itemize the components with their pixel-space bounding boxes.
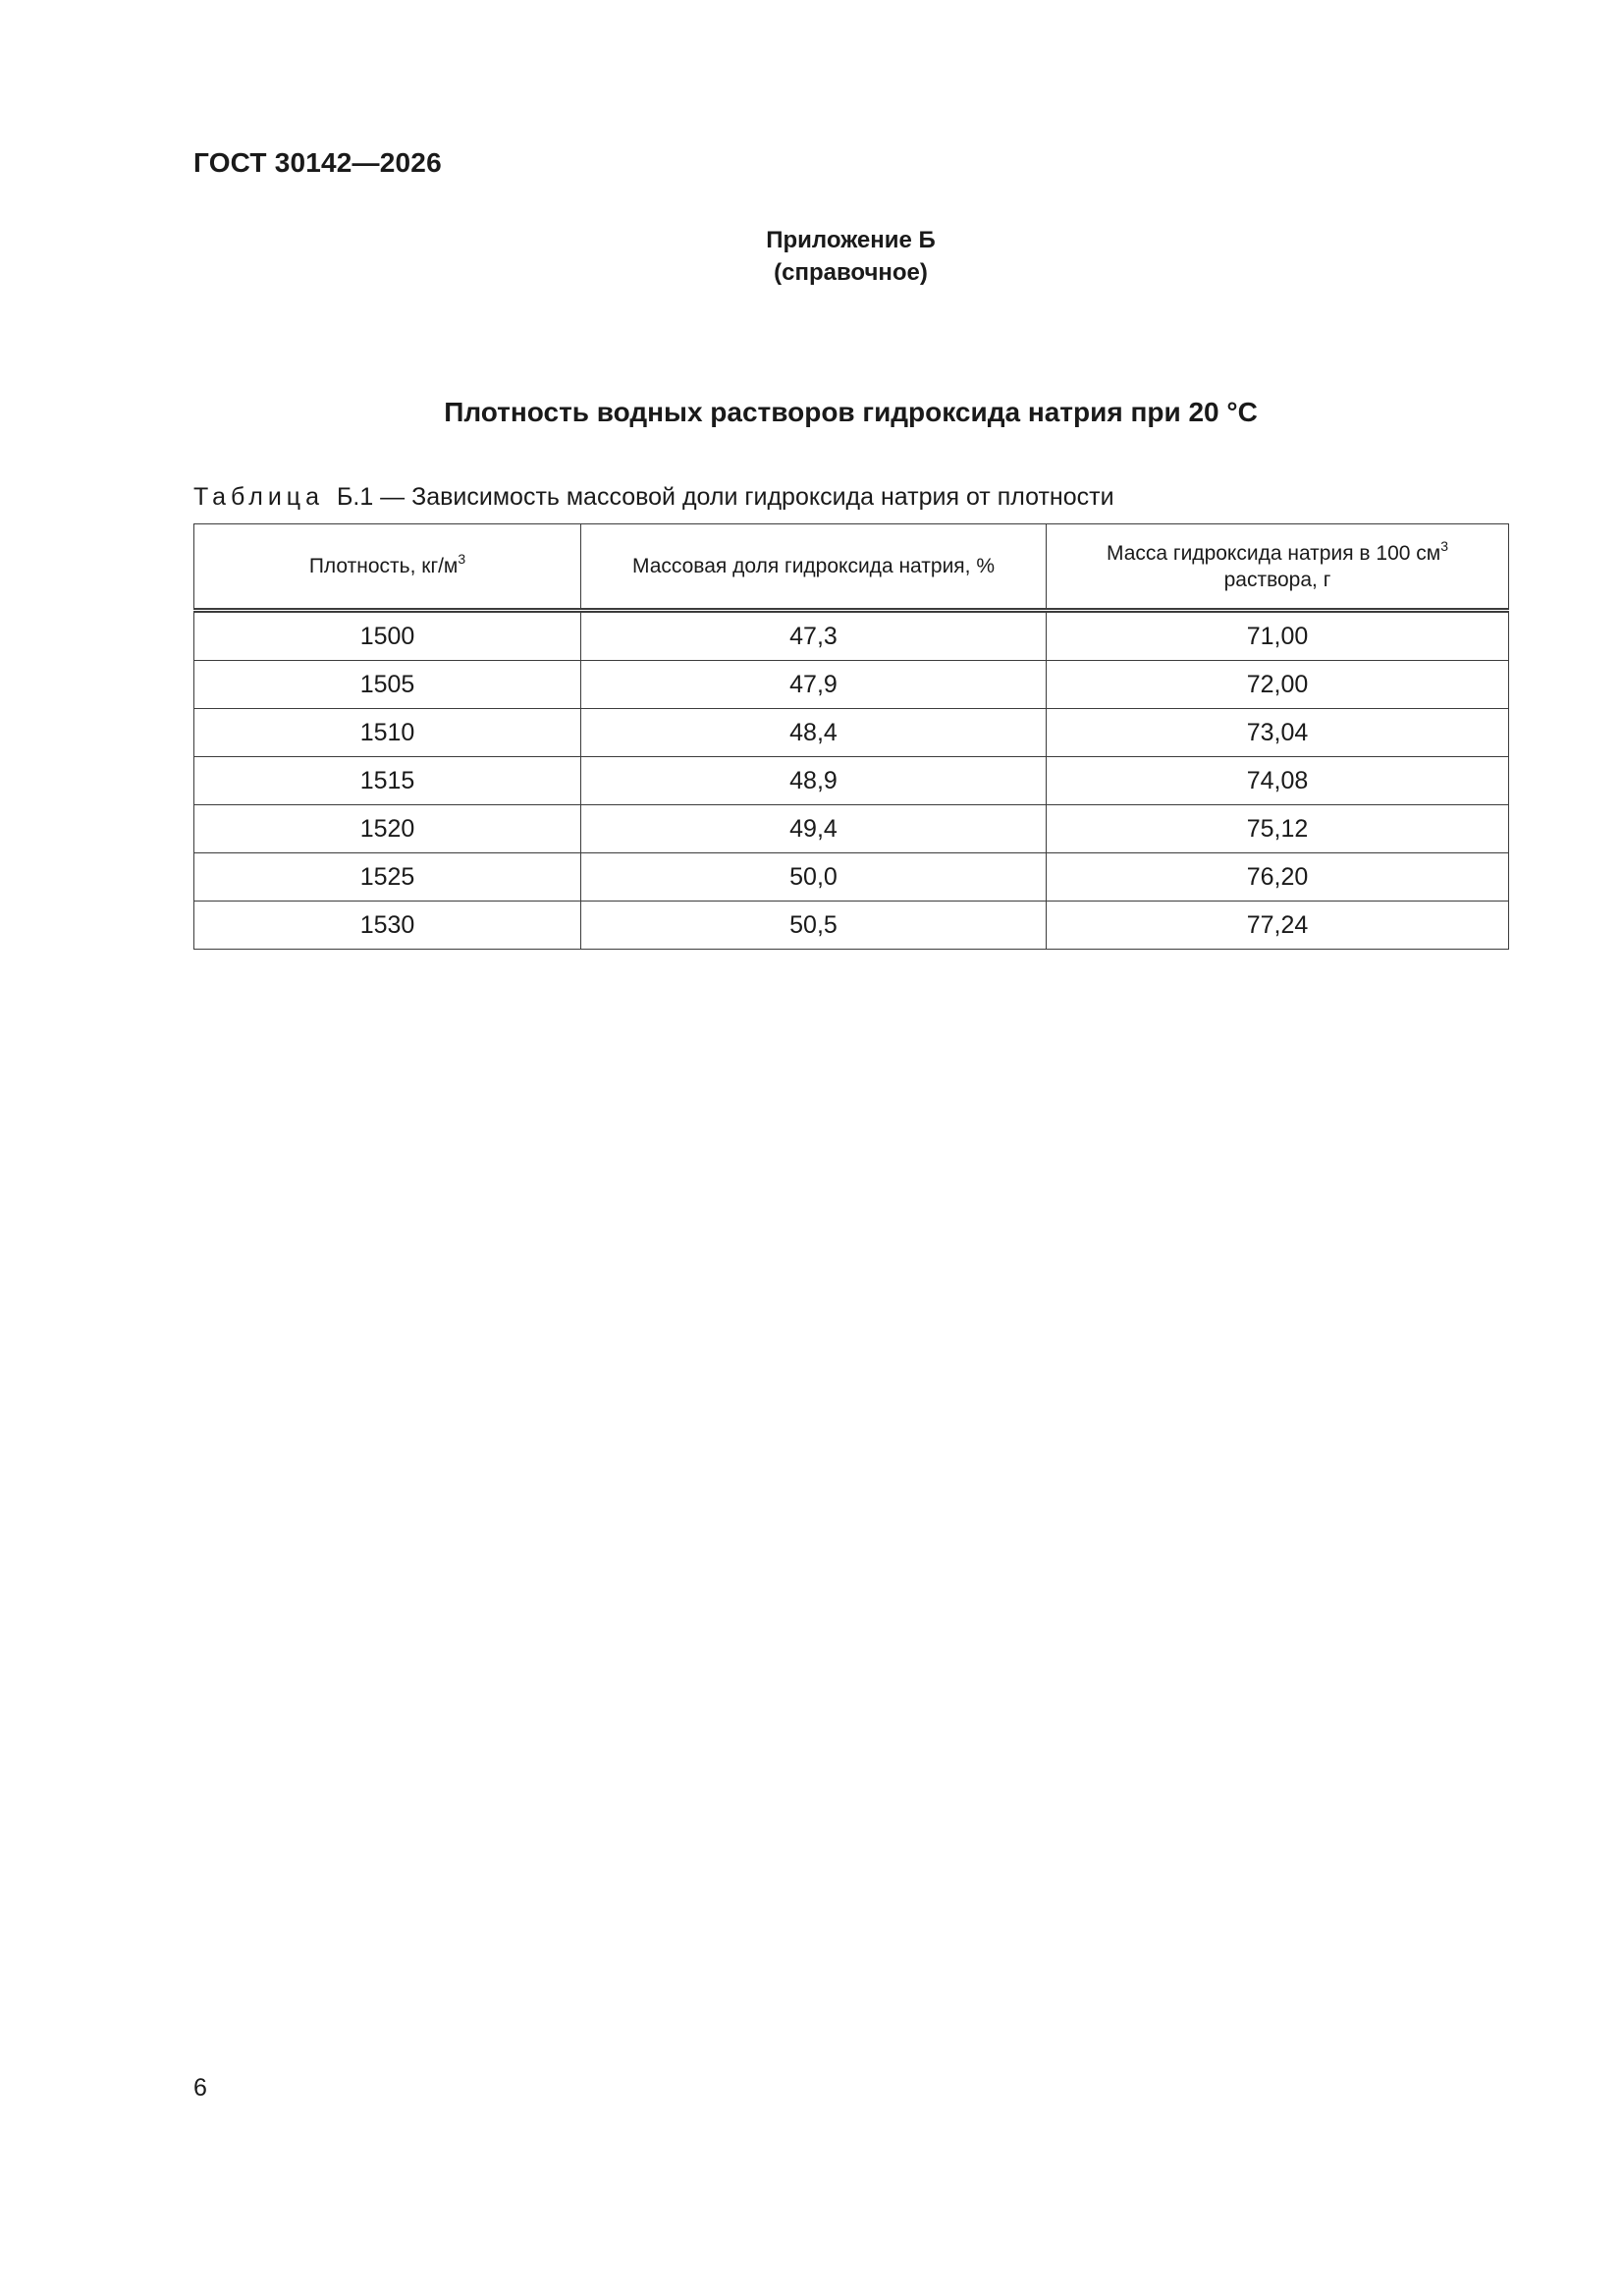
cell-density: 1510 <box>194 709 581 757</box>
cell-mass: 73,04 <box>1047 709 1509 757</box>
cell-mass: 77,24 <box>1047 902 1509 950</box>
cell-mass-fraction: 50,0 <box>581 853 1047 902</box>
cell-density: 1515 <box>194 757 581 805</box>
page-number: 6 <box>193 2074 207 2102</box>
cell-mass-fraction: 50,5 <box>581 902 1047 950</box>
cell-mass-fraction: 47,3 <box>581 611 1047 661</box>
table-row <box>194 805 1509 853</box>
cell-density: 1530 <box>194 902 581 950</box>
cell-mass-fraction: 48,9 <box>581 757 1047 805</box>
cell-density: 1520 <box>194 805 581 853</box>
header-density-label: Плотность, кг/м <box>308 555 459 577</box>
table-header-row <box>194 524 1509 611</box>
header-mass-line1: Масса гидроксида натрия в 100 см <box>1107 541 1441 565</box>
table-caption-label: Таблица <box>193 483 325 511</box>
cell-mass: 71,00 <box>1047 611 1509 661</box>
table-row <box>194 709 1509 757</box>
header-mass-sup: 3 <box>1440 537 1448 554</box>
appendix-title: Приложение Б <box>766 227 936 253</box>
cell-mass: 76,20 <box>1047 853 1509 902</box>
appendix-heading <box>0 224 1623 289</box>
cell-density: 1505 <box>194 661 581 709</box>
density-table <box>193 523 1509 950</box>
table-row <box>194 661 1509 709</box>
table-caption-text: Б.1 — Зависимость массовой доли гидроксида натрия от плотности <box>336 483 1114 511</box>
appendix-kind: (справочное) <box>774 259 928 286</box>
table-row <box>194 611 1509 661</box>
table-row <box>194 853 1509 902</box>
document-code: ГОСТ 30142—2026 <box>193 147 442 178</box>
cell-density: 1525 <box>194 853 581 902</box>
cell-mass: 74,08 <box>1047 757 1509 805</box>
header-mass <box>1047 524 1509 611</box>
table-row <box>194 902 1509 950</box>
table-row <box>194 757 1509 805</box>
table-caption <box>193 483 1114 512</box>
header-density-sup: 3 <box>458 551 466 567</box>
cell-mass: 72,00 <box>1047 661 1509 709</box>
section-title: Плотность водных растворов гидроксида натрия при 20 °С <box>444 397 1258 427</box>
cell-mass-fraction: 49,4 <box>581 805 1047 853</box>
header-density <box>194 524 581 611</box>
cell-density: 1500 <box>194 611 581 661</box>
header-mass-line2: раствора, г <box>1223 568 1331 591</box>
cell-mass-fraction: 47,9 <box>581 661 1047 709</box>
cell-mass-fraction: 48,4 <box>581 709 1047 757</box>
cell-mass: 75,12 <box>1047 805 1509 853</box>
header-mass-fraction: Массовая доля гидроксида натрия, % <box>581 524 1047 611</box>
